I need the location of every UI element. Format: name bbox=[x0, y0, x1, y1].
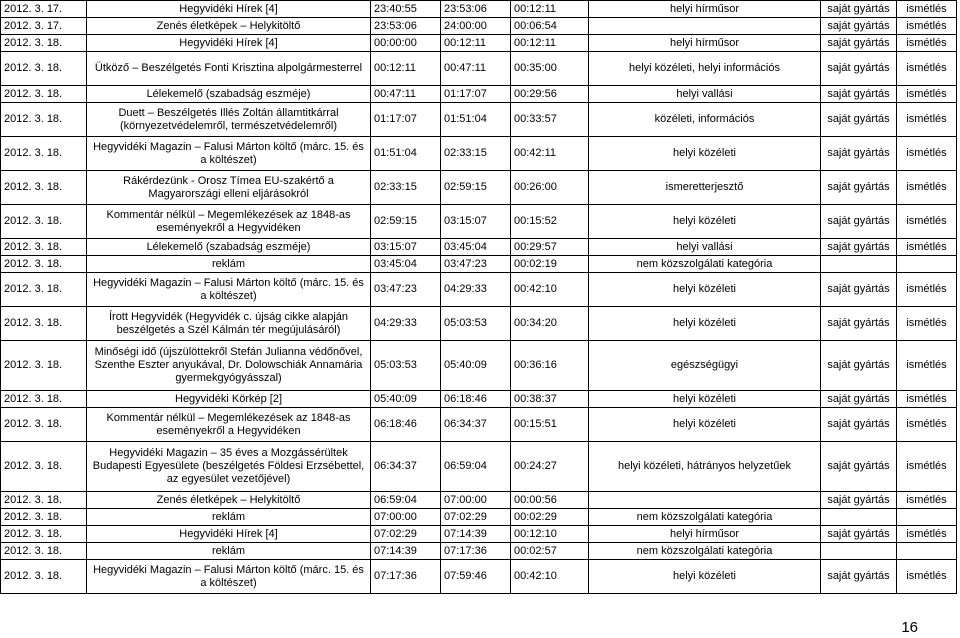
end-time-cell: 23:53:06 bbox=[441, 1, 511, 18]
category-cell: ismeretterjesztő bbox=[589, 171, 821, 205]
end-time-cell: 06:34:37 bbox=[441, 408, 511, 442]
repeat-cell: ismétlés bbox=[897, 273, 957, 307]
program-cell: Ütköző – Beszélgetés Fonti Krisztina alpolgármesterrel bbox=[87, 52, 371, 86]
table-row bbox=[1, 492, 957, 509]
duration-cell: 00:36:16 bbox=[511, 341, 589, 391]
duration-cell: 00:42:11 bbox=[511, 137, 589, 171]
program-cell: reklám bbox=[87, 256, 371, 273]
category-cell bbox=[589, 18, 821, 35]
category-cell: helyi közéleti bbox=[589, 205, 821, 239]
start-time-cell: 00:00:00 bbox=[371, 35, 441, 52]
production-cell: saját gyártás bbox=[821, 171, 897, 205]
date-cell: 2012. 3. 18. bbox=[1, 137, 87, 171]
duration-cell: 00:12:11 bbox=[511, 35, 589, 52]
program-cell: Hegyvidéki Hírek [4] bbox=[87, 35, 371, 52]
duration-cell: 00:34:20 bbox=[511, 307, 589, 341]
program-cell: Hegyvidéki Magazin – Falusi Márton költő (márc. 15. és a költészet) bbox=[87, 273, 371, 307]
program-cell: Kommentár nélkül – Megemlékezések az 1848-as eseményekről a Hegyvidéken bbox=[87, 205, 371, 239]
date-cell: 2012. 3. 18. bbox=[1, 442, 87, 492]
date-cell: 2012. 3. 18. bbox=[1, 35, 87, 52]
production-cell: saját gyártás bbox=[821, 341, 897, 391]
start-time-cell: 01:51:04 bbox=[371, 137, 441, 171]
date-cell: 2012. 3. 18. bbox=[1, 86, 87, 103]
production-cell: saját gyártás bbox=[821, 391, 897, 408]
table-row bbox=[1, 526, 957, 543]
production-cell: saját gyártás bbox=[821, 408, 897, 442]
duration-cell: 00:29:56 bbox=[511, 86, 589, 103]
program-cell: Írott Hegyvidék (Hegyvidék c. újság cikke alapján beszélgetés a Szél Kálmán tér megújulásáról) bbox=[87, 307, 371, 341]
category-cell: helyi vallási bbox=[589, 86, 821, 103]
repeat-cell: ismétlés bbox=[897, 171, 957, 205]
end-time-cell: 07:17:36 bbox=[441, 543, 511, 560]
end-time-cell: 03:15:07 bbox=[441, 205, 511, 239]
date-cell: 2012. 3. 18. bbox=[1, 307, 87, 341]
end-time-cell: 01:51:04 bbox=[441, 103, 511, 137]
end-time-cell: 04:29:33 bbox=[441, 273, 511, 307]
table-row bbox=[1, 543, 957, 560]
repeat-cell: ismétlés bbox=[897, 35, 957, 52]
repeat-cell: ismétlés bbox=[897, 492, 957, 509]
date-cell: 2012. 3. 18. bbox=[1, 492, 87, 509]
program-cell: Lélekemelő (szabadság eszméje) bbox=[87, 239, 371, 256]
repeat-cell: ismétlés bbox=[897, 307, 957, 341]
date-cell: 2012. 3. 18. bbox=[1, 205, 87, 239]
end-time-cell: 07:02:29 bbox=[441, 509, 511, 526]
duration-cell: 00:02:57 bbox=[511, 543, 589, 560]
table-row bbox=[1, 391, 957, 408]
program-cell: Duett – Beszélgetés Illés Zoltán államtitkárral (környezetvédelemről, természetvédelemről) bbox=[87, 103, 371, 137]
duration-cell: 00:29:57 bbox=[511, 239, 589, 256]
category-cell: egészségügyi bbox=[589, 341, 821, 391]
duration-cell: 00:42:10 bbox=[511, 273, 589, 307]
duration-cell: 00:24:27 bbox=[511, 442, 589, 492]
repeat-cell: ismétlés bbox=[897, 52, 957, 86]
end-time-cell: 00:12:11 bbox=[441, 35, 511, 52]
production-cell bbox=[821, 509, 897, 526]
production-cell: saját gyártás bbox=[821, 560, 897, 594]
start-time-cell: 02:33:15 bbox=[371, 171, 441, 205]
date-cell: 2012. 3. 18. bbox=[1, 103, 87, 137]
production-cell: saját gyártás bbox=[821, 442, 897, 492]
table-row bbox=[1, 103, 957, 137]
production-cell: saját gyártás bbox=[821, 492, 897, 509]
schedule-rows bbox=[1, 1, 957, 594]
category-cell: nem közszolgálati kategória bbox=[589, 256, 821, 273]
duration-cell: 00:06:54 bbox=[511, 18, 589, 35]
production-cell: saját gyártás bbox=[821, 103, 897, 137]
repeat-cell: ismétlés bbox=[897, 391, 957, 408]
end-time-cell: 02:59:15 bbox=[441, 171, 511, 205]
program-cell: reklám bbox=[87, 509, 371, 526]
category-cell: helyi közéleti bbox=[589, 408, 821, 442]
start-time-cell: 23:53:06 bbox=[371, 18, 441, 35]
production-cell bbox=[821, 256, 897, 273]
table-row bbox=[1, 408, 957, 442]
program-cell: Hegyvidéki Magazin – Falusi Márton költő (márc. 15. és a költészet) bbox=[87, 560, 371, 594]
category-cell: helyi közéleti bbox=[589, 391, 821, 408]
start-time-cell: 00:12:11 bbox=[371, 52, 441, 86]
program-cell: Hegyvidéki Körkép [2] bbox=[87, 391, 371, 408]
category-cell: helyi közéleti, helyi információs bbox=[589, 52, 821, 86]
production-cell: saját gyártás bbox=[821, 273, 897, 307]
end-time-cell: 07:59:46 bbox=[441, 560, 511, 594]
repeat-cell: ismétlés bbox=[897, 18, 957, 35]
page-number: 16 bbox=[901, 619, 918, 636]
date-cell: 2012. 3. 18. bbox=[1, 526, 87, 543]
table-row bbox=[1, 1, 957, 18]
repeat-cell: ismétlés bbox=[897, 103, 957, 137]
production-cell: saját gyártás bbox=[821, 137, 897, 171]
end-time-cell: 02:33:15 bbox=[441, 137, 511, 171]
production-cell: saját gyártás bbox=[821, 1, 897, 18]
date-cell: 2012. 3. 17. bbox=[1, 18, 87, 35]
end-time-cell: 24:00:00 bbox=[441, 18, 511, 35]
end-time-cell: 05:03:53 bbox=[441, 307, 511, 341]
date-cell: 2012. 3. 18. bbox=[1, 543, 87, 560]
date-cell: 2012. 3. 18. bbox=[1, 408, 87, 442]
category-cell: helyi közéleti bbox=[589, 307, 821, 341]
program-cell: Hegyvidéki Hírek [4] bbox=[87, 526, 371, 543]
repeat-cell: ismétlés bbox=[897, 86, 957, 103]
program-cell: Hegyvidéki Magazin – Falusi Márton költő (márc. 15. és a költészet) bbox=[87, 137, 371, 171]
category-cell bbox=[589, 492, 821, 509]
date-cell: 2012. 3. 18. bbox=[1, 509, 87, 526]
repeat-cell: ismétlés bbox=[897, 1, 957, 18]
table-row bbox=[1, 35, 957, 52]
production-cell: saját gyártás bbox=[821, 18, 897, 35]
table-row bbox=[1, 442, 957, 492]
category-cell: helyi közéleti, hátrányos helyzetűek bbox=[589, 442, 821, 492]
start-time-cell: 06:18:46 bbox=[371, 408, 441, 442]
start-time-cell: 06:59:04 bbox=[371, 492, 441, 509]
category-cell: közéleti, információs bbox=[589, 103, 821, 137]
end-time-cell: 07:00:00 bbox=[441, 492, 511, 509]
duration-cell: 00:00:56 bbox=[511, 492, 589, 509]
category-cell: nem közszolgálati kategória bbox=[589, 509, 821, 526]
start-time-cell: 03:45:04 bbox=[371, 256, 441, 273]
repeat-cell: ismétlés bbox=[897, 205, 957, 239]
duration-cell: 00:12:10 bbox=[511, 526, 589, 543]
date-cell: 2012. 3. 17. bbox=[1, 1, 87, 18]
program-cell: Minőségi idő (újszülöttekről Stefán Julianna védőnővel, Szenthe Eszter anyukával, Dr. Dolowschiák Annamária gyermekgyógyásszal) bbox=[87, 341, 371, 391]
end-time-cell: 03:47:23 bbox=[441, 256, 511, 273]
start-time-cell: 04:29:33 bbox=[371, 307, 441, 341]
duration-cell: 00:12:11 bbox=[511, 1, 589, 18]
repeat-cell bbox=[897, 256, 957, 273]
production-cell: saját gyártás bbox=[821, 526, 897, 543]
table-row bbox=[1, 509, 957, 526]
duration-cell: 00:15:51 bbox=[511, 408, 589, 442]
start-time-cell: 02:59:15 bbox=[371, 205, 441, 239]
program-cell: Zenés életképek – Helykitöltő bbox=[87, 492, 371, 509]
start-time-cell: 07:14:39 bbox=[371, 543, 441, 560]
program-cell: Hegyvidéki Magazin – 35 éves a Mozgássérültek Budapesti Egyesülete (beszélgetés Földesi Erzsébettel, az egyesület vezetőjével) bbox=[87, 442, 371, 492]
category-cell: helyi közéleti bbox=[589, 137, 821, 171]
repeat-cell bbox=[897, 543, 957, 560]
date-cell: 2012. 3. 18. bbox=[1, 171, 87, 205]
date-cell: 2012. 3. 18. bbox=[1, 560, 87, 594]
table-row bbox=[1, 239, 957, 256]
start-time-cell: 07:17:36 bbox=[371, 560, 441, 594]
duration-cell: 00:33:57 bbox=[511, 103, 589, 137]
table-row bbox=[1, 560, 957, 594]
duration-cell: 00:38:37 bbox=[511, 391, 589, 408]
end-time-cell: 06:59:04 bbox=[441, 442, 511, 492]
production-cell: saját gyártás bbox=[821, 35, 897, 52]
date-cell: 2012. 3. 18. bbox=[1, 341, 87, 391]
production-cell: saját gyártás bbox=[821, 239, 897, 256]
date-cell: 2012. 3. 18. bbox=[1, 52, 87, 86]
table-row bbox=[1, 86, 957, 103]
production-cell: saját gyártás bbox=[821, 52, 897, 86]
duration-cell: 00:35:00 bbox=[511, 52, 589, 86]
duration-cell: 00:15:52 bbox=[511, 205, 589, 239]
table-row bbox=[1, 205, 957, 239]
production-cell bbox=[821, 543, 897, 560]
start-time-cell: 05:40:09 bbox=[371, 391, 441, 408]
duration-cell: 00:02:19 bbox=[511, 256, 589, 273]
category-cell: helyi közéleti bbox=[589, 273, 821, 307]
end-time-cell: 03:45:04 bbox=[441, 239, 511, 256]
table-row bbox=[1, 273, 957, 307]
start-time-cell: 00:47:11 bbox=[371, 86, 441, 103]
program-cell: Zenés életképek – Helykitöltő bbox=[87, 18, 371, 35]
duration-cell: 00:42:10 bbox=[511, 560, 589, 594]
end-time-cell: 05:40:09 bbox=[441, 341, 511, 391]
table-row bbox=[1, 307, 957, 341]
repeat-cell: ismétlés bbox=[897, 560, 957, 594]
start-time-cell: 03:47:23 bbox=[371, 273, 441, 307]
repeat-cell: ismétlés bbox=[897, 442, 957, 492]
table-row bbox=[1, 256, 957, 273]
program-cell: Hegyvidéki Hírek [4] bbox=[87, 1, 371, 18]
start-time-cell: 03:15:07 bbox=[371, 239, 441, 256]
start-time-cell: 05:03:53 bbox=[371, 341, 441, 391]
table-row bbox=[1, 341, 957, 391]
production-cell: saját gyártás bbox=[821, 86, 897, 103]
date-cell: 2012. 3. 18. bbox=[1, 391, 87, 408]
repeat-cell: ismétlés bbox=[897, 408, 957, 442]
start-time-cell: 06:34:37 bbox=[371, 442, 441, 492]
end-time-cell: 00:47:11 bbox=[441, 52, 511, 86]
category-cell: helyi hírműsor bbox=[589, 1, 821, 18]
category-cell: helyi közéleti bbox=[589, 560, 821, 594]
date-cell: 2012. 3. 18. bbox=[1, 256, 87, 273]
duration-cell: 00:02:29 bbox=[511, 509, 589, 526]
production-cell: saját gyártás bbox=[821, 307, 897, 341]
duration-cell: 00:26:00 bbox=[511, 171, 589, 205]
program-cell: Rákérdezünk - Orosz Tímea EU-szakértő a Magyarországi elleni eljárásokról bbox=[87, 171, 371, 205]
date-cell: 2012. 3. 18. bbox=[1, 239, 87, 256]
start-time-cell: 23:40:55 bbox=[371, 1, 441, 18]
category-cell: helyi hírműsor bbox=[589, 526, 821, 543]
table-row bbox=[1, 18, 957, 35]
end-time-cell: 01:17:07 bbox=[441, 86, 511, 103]
category-cell: helyi hírműsor bbox=[589, 35, 821, 52]
date-cell: 2012. 3. 18. bbox=[1, 273, 87, 307]
category-cell: helyi vallási bbox=[589, 239, 821, 256]
program-cell: Lélekemelő (szabadság eszméje) bbox=[87, 86, 371, 103]
end-time-cell: 06:18:46 bbox=[441, 391, 511, 408]
repeat-cell bbox=[897, 509, 957, 526]
repeat-cell: ismétlés bbox=[897, 239, 957, 256]
start-time-cell: 07:02:29 bbox=[371, 526, 441, 543]
program-cell: Kommentár nélkül – Megemlékezések az 1848-as eseményekről a Hegyvidéken bbox=[87, 408, 371, 442]
table-row bbox=[1, 52, 957, 86]
category-cell: nem közszolgálati kategória bbox=[589, 543, 821, 560]
table-row bbox=[1, 137, 957, 171]
start-time-cell: 07:00:00 bbox=[371, 509, 441, 526]
program-cell: reklám bbox=[87, 543, 371, 560]
table-row bbox=[1, 171, 957, 205]
production-cell: saját gyártás bbox=[821, 205, 897, 239]
end-time-cell: 07:14:39 bbox=[441, 526, 511, 543]
repeat-cell: ismétlés bbox=[897, 526, 957, 543]
start-time-cell: 01:17:07 bbox=[371, 103, 441, 137]
repeat-cell: ismétlés bbox=[897, 341, 957, 391]
repeat-cell: ismétlés bbox=[897, 137, 957, 171]
